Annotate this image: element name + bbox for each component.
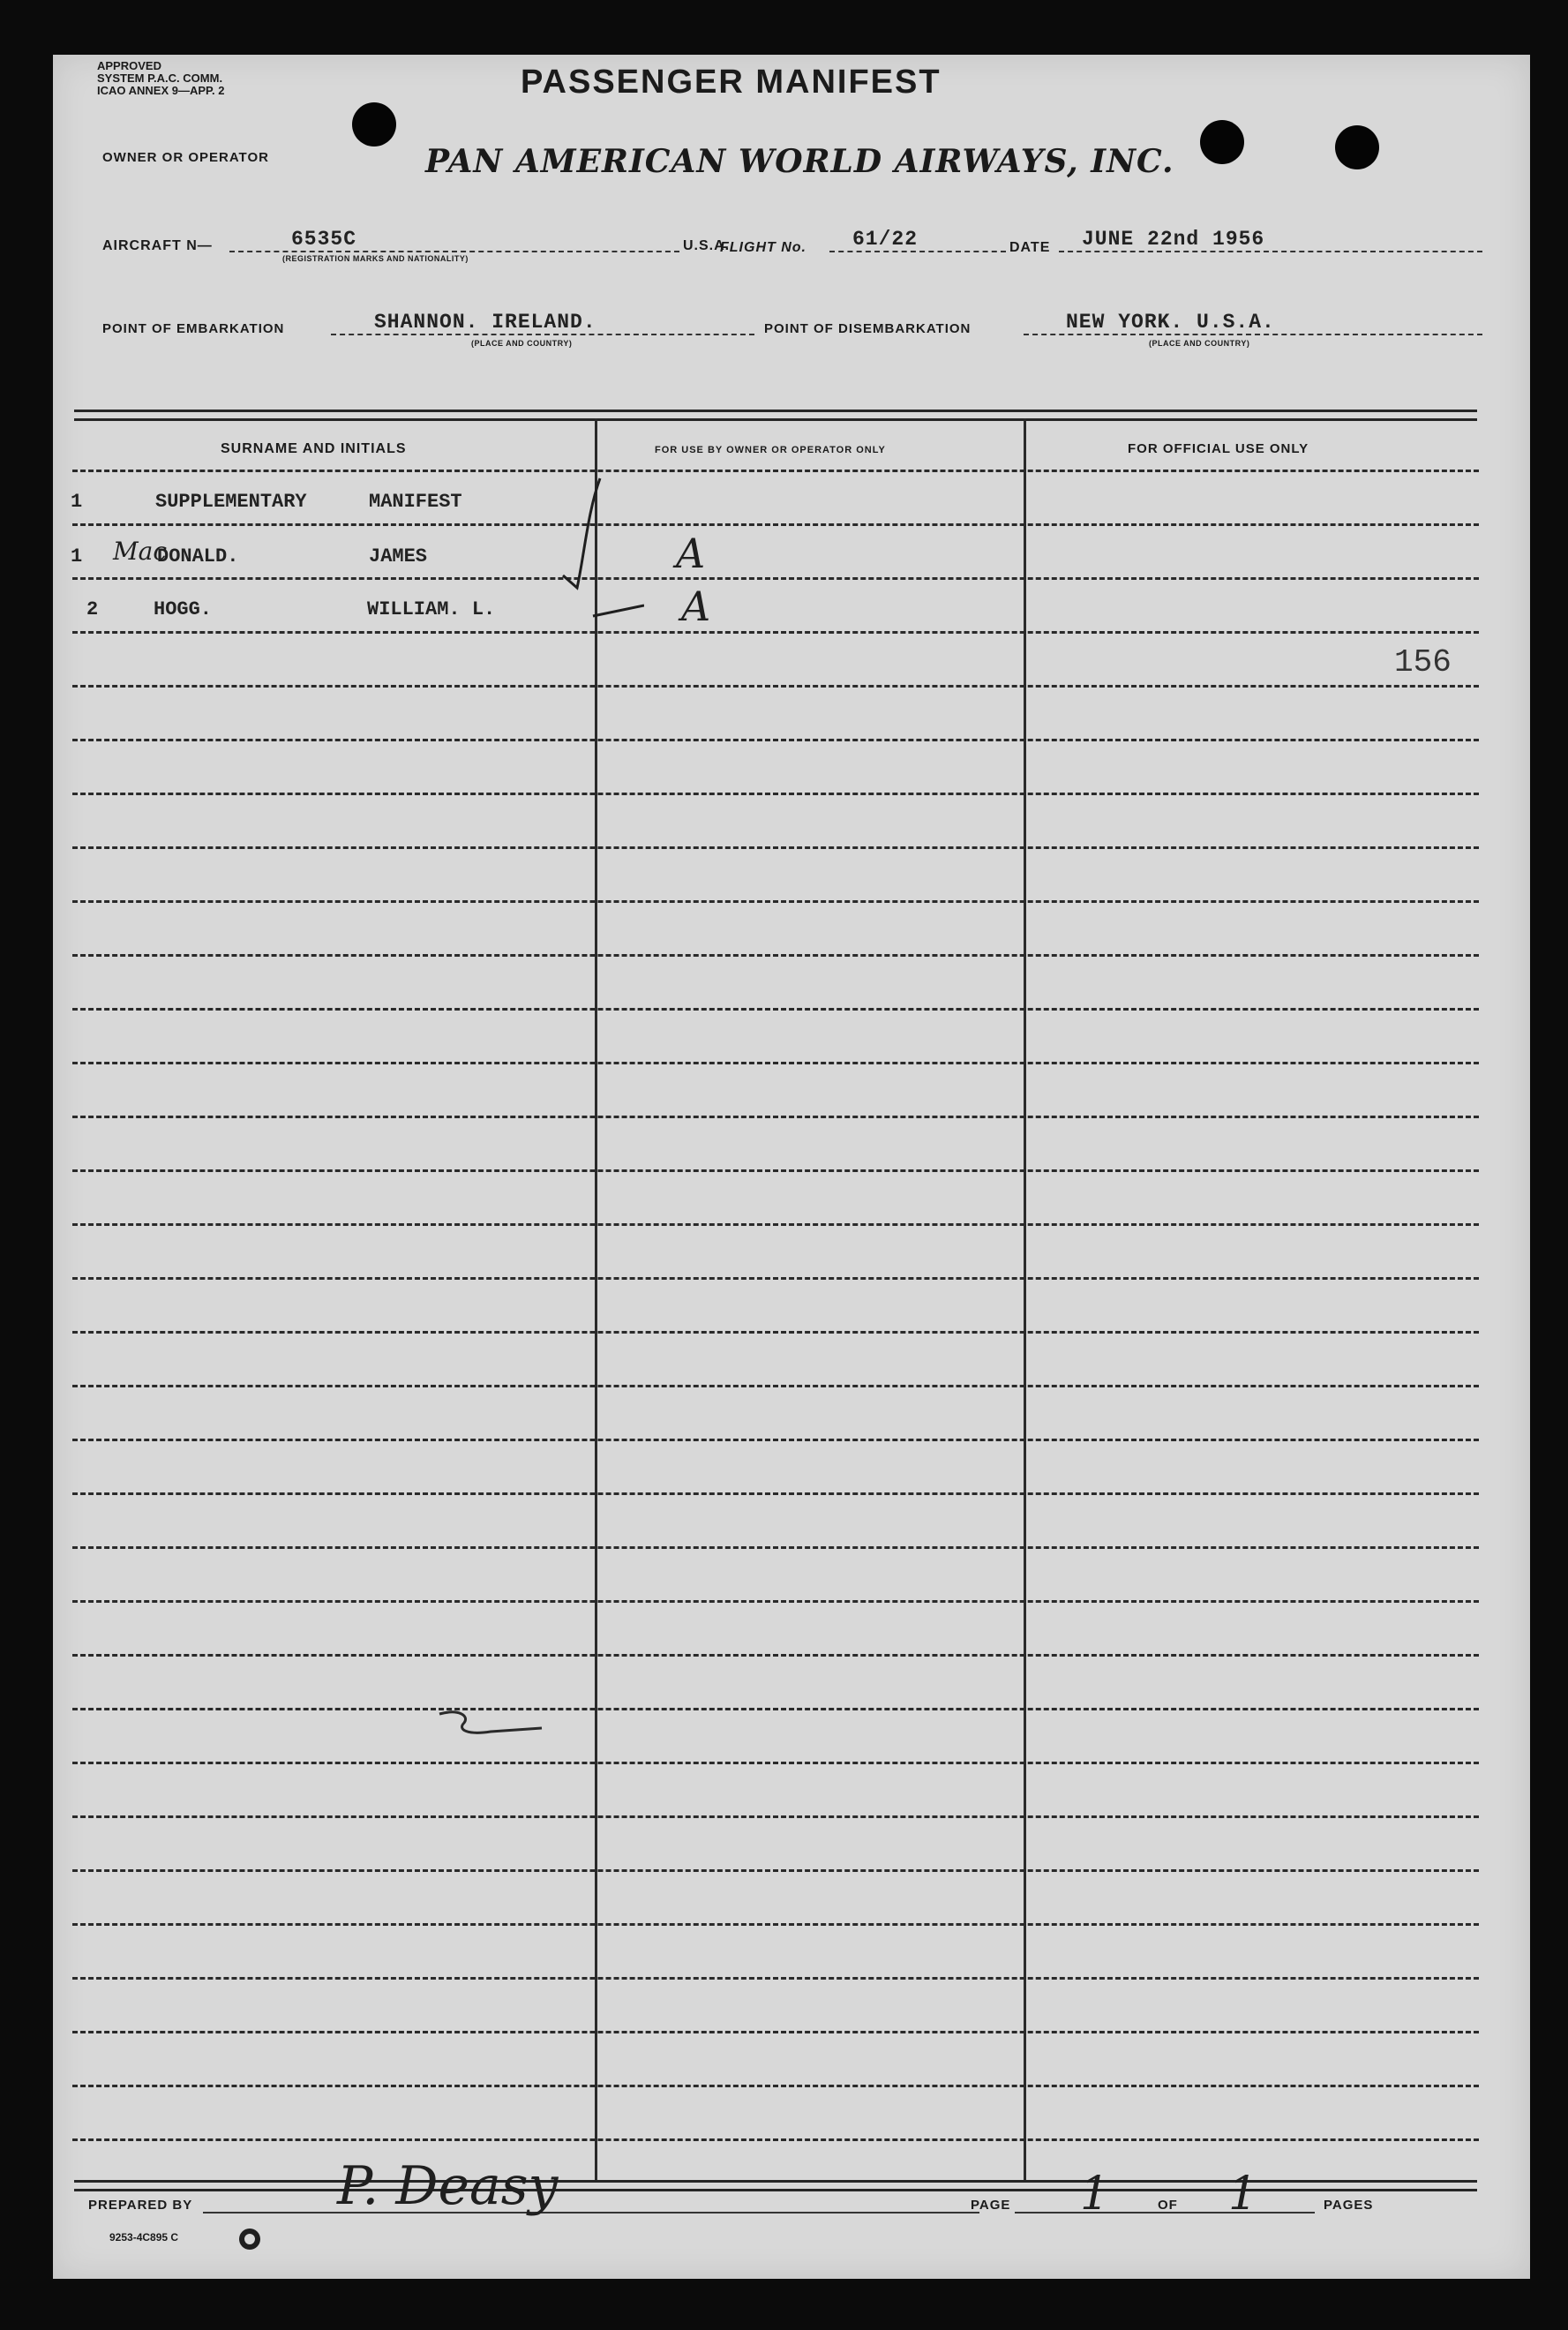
union-bug-icon xyxy=(236,2226,263,2252)
table-row-line xyxy=(72,1600,1479,1603)
embark-label: POINT OF EMBARKATION xyxy=(102,321,285,336)
aircraft-value: 6535C xyxy=(291,228,357,251)
table-row-line xyxy=(72,2031,1479,2033)
table-row-line xyxy=(72,2085,1479,2087)
table-row-line xyxy=(72,1331,1479,1334)
row-given: JAMES xyxy=(369,545,428,567)
page-total: 1 xyxy=(1228,2168,1258,2221)
place-sublabel: (PLACE AND COUNTRY) xyxy=(471,339,573,348)
column-header-surname: SURNAME AND INITIALS xyxy=(221,441,407,456)
nationality-label: U.S.A. xyxy=(683,238,731,253)
header-rule xyxy=(74,410,1477,412)
table-row-line xyxy=(72,577,1479,580)
row-prefix-handwritten: Mac xyxy=(113,537,168,566)
header-rule xyxy=(74,418,1477,421)
table-row-line xyxy=(72,1977,1479,1980)
column-header-operator: FOR USE BY OWNER OR OPERATOR ONLY xyxy=(655,445,886,455)
prepared-underline xyxy=(203,2212,979,2214)
punch-hole xyxy=(1335,125,1379,169)
of-label: OF xyxy=(1158,2198,1178,2213)
stamp-number: 156 xyxy=(1394,644,1452,680)
row-given: WILLIAM. L. xyxy=(367,598,496,620)
table-row-line xyxy=(72,739,1479,741)
table-bottom-rule xyxy=(74,2180,1477,2183)
row-number: 2 xyxy=(86,598,99,620)
disembark-label: POINT OF DISEMBARKATION xyxy=(764,321,972,336)
embark-underline xyxy=(331,334,754,335)
embarkation-value: SHANNON. IRELAND. xyxy=(374,311,596,334)
table-row-line xyxy=(72,1869,1479,1872)
operator-name: PAN AMERICAN WORLD AIRWAYS, INC. xyxy=(425,143,1174,180)
row-number: 1 xyxy=(71,545,83,567)
date-underline xyxy=(1059,251,1482,252)
table-row-line xyxy=(72,1116,1479,1118)
table-row-line xyxy=(72,1654,1479,1657)
table-row-line xyxy=(72,900,1479,903)
disembark-underline xyxy=(1024,334,1482,335)
approval-line: ICAO ANNEX 9—APP. 2 xyxy=(97,84,225,97)
table-row-line xyxy=(72,1008,1479,1011)
page-underline xyxy=(1015,2212,1315,2214)
table-row-line xyxy=(72,1546,1479,1549)
table-row-line xyxy=(72,1223,1479,1226)
table-row-line xyxy=(72,793,1479,795)
table-row-line xyxy=(72,685,1479,688)
form-code: 9253-4C895 C xyxy=(109,2231,179,2244)
table-row-line xyxy=(72,1815,1479,1818)
column-divider xyxy=(1024,418,1026,2180)
disembarkation-value: NEW YORK. U.S.A. xyxy=(1066,311,1275,334)
table-row-line xyxy=(72,1492,1479,1495)
row-surname: SUPPLEMENTARY xyxy=(155,491,307,513)
table-row-line xyxy=(72,954,1479,957)
aircraft-underline xyxy=(229,251,679,252)
flight-underline xyxy=(829,251,1006,252)
registration-sublabel: (REGISTRATION MARKS AND NATIONALITY) xyxy=(282,254,469,263)
row-given: MANIFEST xyxy=(369,491,462,513)
table-bottom-rule xyxy=(74,2189,1477,2191)
preparer-signature: P. Deasy xyxy=(337,2155,559,2217)
table-row-line xyxy=(72,470,1479,472)
place-sublabel: (PLACE AND COUNTRY) xyxy=(1149,339,1250,348)
date-label: DATE xyxy=(1009,240,1051,255)
table-row-line xyxy=(72,2138,1479,2141)
row-surname: DONALD. xyxy=(157,545,239,567)
row-surname: HOGG. xyxy=(154,598,213,620)
approval-line: SYSTEM P.A.C. COMM. xyxy=(97,71,223,85)
table-row-line xyxy=(72,1708,1479,1710)
table-row-line xyxy=(72,523,1479,526)
page-number: 1 xyxy=(1080,2168,1110,2221)
flight-label: FLIGHT No. xyxy=(720,240,807,255)
row-operator-mark: A xyxy=(681,582,711,630)
manifest-sheet xyxy=(53,55,1530,2279)
column-divider xyxy=(595,418,597,2180)
date-value: JUNE 22nd 1956 xyxy=(1082,228,1265,251)
aircraft-label: AIRCRAFT N— xyxy=(102,238,213,253)
owner-label: OWNER OR OPERATOR xyxy=(102,150,269,165)
table-row-line xyxy=(72,1439,1479,1441)
table-row-line xyxy=(72,1062,1479,1064)
table-row-line xyxy=(72,1762,1479,1764)
punch-hole xyxy=(1200,120,1244,164)
row-operator-mark: A xyxy=(676,530,706,577)
pen-stroke-icon xyxy=(438,1707,544,1742)
check-mark-icon xyxy=(547,477,644,627)
page-label: PAGE xyxy=(971,2198,1011,2213)
table-row-line xyxy=(72,1277,1479,1280)
approval-line: APPROVED xyxy=(97,59,161,72)
column-header-official: FOR OFFICIAL USE ONLY xyxy=(1128,441,1309,456)
form-title: PASSENGER MANIFEST xyxy=(521,64,942,101)
table-row-line xyxy=(72,631,1479,634)
table-row-line xyxy=(72,1385,1479,1387)
row-number: 1 xyxy=(71,491,83,513)
table-row-line xyxy=(72,1169,1479,1172)
punch-hole xyxy=(352,102,396,147)
table-row-line xyxy=(72,1923,1479,1926)
flight-value: 61/22 xyxy=(852,228,919,251)
table-row-line xyxy=(72,846,1479,849)
prepared-by-label: PREPARED BY xyxy=(88,2198,193,2213)
pages-label: PAGES xyxy=(1324,2198,1374,2213)
